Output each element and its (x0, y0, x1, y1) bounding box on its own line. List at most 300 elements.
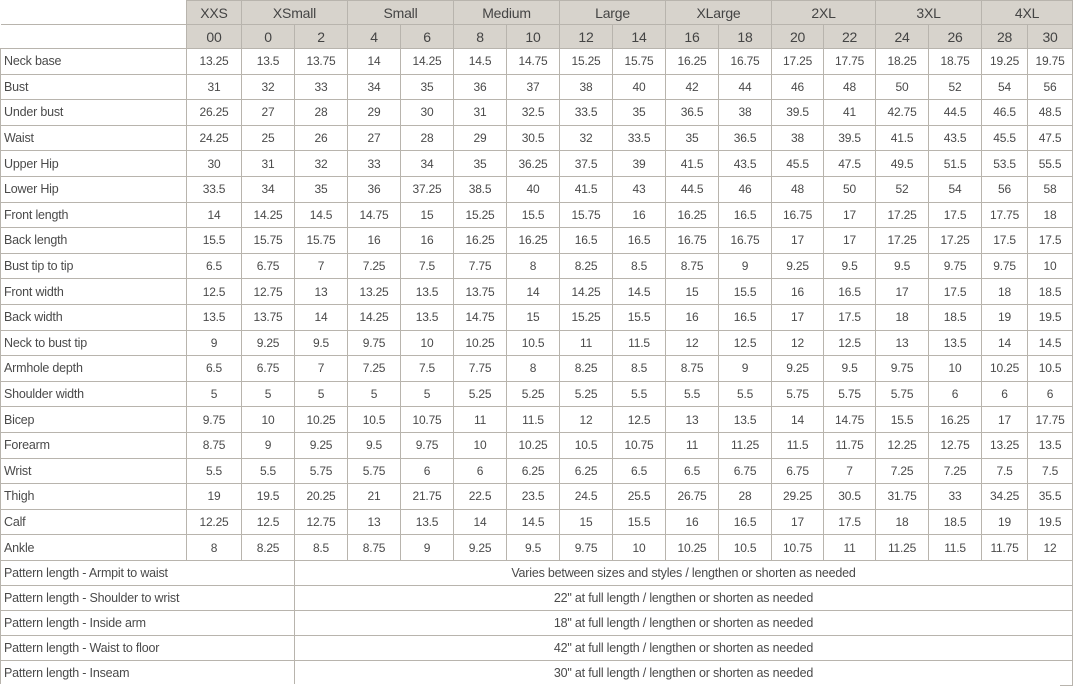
pattern-length-label: Pattern length - Inseam (1, 660, 295, 685)
measurement-value: 9.25 (242, 330, 295, 356)
measurement-value: 49.5 (876, 151, 929, 177)
measurement-value: 14 (507, 279, 560, 305)
measurement-value: 12.5 (242, 509, 295, 535)
measurement-value: 16.5 (719, 202, 772, 228)
pattern-length-note: 42" at full length / lengthen or shorten as needed (295, 635, 1073, 660)
measurement-value: 10.5 (507, 330, 560, 356)
measurement-value: 14 (772, 407, 824, 433)
measurement-value: 15 (560, 509, 613, 535)
measurement-value: 18.5 (929, 509, 982, 535)
measurement-value: 17 (982, 407, 1028, 433)
measurement-value: 40 (613, 74, 666, 100)
measurement-value: 27 (348, 125, 401, 151)
measurement-value: 5.75 (348, 458, 401, 484)
measurement-value: 42 (666, 74, 719, 100)
measurement-value: 17.25 (929, 228, 982, 254)
measurement-value: 18.75 (929, 49, 982, 75)
measurement-value: 19.5 (242, 484, 295, 510)
measurement-value: 14.25 (242, 202, 295, 228)
measurement-value: 15.5 (876, 407, 929, 433)
measurement-value: 11 (560, 330, 613, 356)
measurement-value: 11 (666, 432, 719, 458)
size-number-header: 24 (876, 25, 929, 49)
pattern-length-note: 30" at full length / lengthen or shorten as needed (295, 660, 1073, 685)
measurement-row (1, 330, 1073, 356)
measurement-value: 23.5 (507, 484, 560, 510)
measurement-value: 15.75 (295, 228, 348, 254)
measurement-value: 14.5 (507, 509, 560, 535)
measurement-value: 8.75 (187, 432, 242, 458)
measurement-value: 14.75 (824, 407, 876, 433)
measurement-value: 39.5 (772, 100, 824, 126)
measurement-value: 12.75 (295, 509, 348, 535)
measurement-value: 38 (772, 125, 824, 151)
measurement-label: Front width (1, 279, 187, 305)
measurement-value: 5 (242, 381, 295, 407)
measurement-value: 10 (613, 535, 666, 561)
measurement-value: 10 (929, 356, 982, 382)
measurement-value: 7.5 (982, 458, 1028, 484)
measurement-value: 14.75 (348, 202, 401, 228)
measurement-row (1, 151, 1073, 177)
measurement-value: 14 (187, 202, 242, 228)
measurement-value: 6 (929, 381, 982, 407)
measurement-value: 17.5 (824, 509, 876, 535)
pattern-length-row (1, 635, 1073, 660)
measurement-value: 26.75 (666, 484, 719, 510)
measurement-value: 27 (242, 100, 295, 126)
measurement-value: 9.5 (348, 432, 401, 458)
measurement-value: 9.75 (560, 535, 613, 561)
pattern-length-row (1, 610, 1073, 635)
measurement-value: 5.25 (454, 381, 507, 407)
pattern-length-label: Pattern length - Waist to floor (1, 635, 295, 660)
measurement-value: 32 (295, 151, 348, 177)
measurement-value: 12.5 (719, 330, 772, 356)
header-blank-cell (1, 25, 187, 49)
measurement-value: 17 (824, 228, 876, 254)
measurement-value: 39.5 (824, 125, 876, 151)
measurement-value: 9.25 (772, 356, 824, 382)
measurement-value: 6 (401, 458, 454, 484)
measurement-value: 9.75 (401, 432, 454, 458)
size-group-header: 3XL (876, 1, 982, 25)
measurement-row (1, 202, 1073, 228)
measurement-value: 35 (613, 100, 666, 126)
measurement-value: 12.25 (876, 432, 929, 458)
size-number-header-row (1, 25, 1073, 49)
measurement-row (1, 176, 1073, 202)
measurement-value: 13 (295, 279, 348, 305)
measurement-value: 12.5 (187, 279, 242, 305)
measurement-value: 50 (824, 176, 876, 202)
measurement-value: 5.25 (560, 381, 613, 407)
measurement-value: 8.5 (295, 535, 348, 561)
measurement-value: 10.5 (348, 407, 401, 433)
measurement-label: Upper Hip (1, 151, 187, 177)
measurement-value: 13.75 (295, 49, 348, 75)
measurement-value: 25.5 (613, 484, 666, 510)
measurement-value: 11 (824, 535, 876, 561)
measurement-label: Calf (1, 509, 187, 535)
measurement-value: 8.25 (560, 253, 613, 279)
measurement-value: 19 (187, 484, 242, 510)
measurement-value: 13 (876, 330, 929, 356)
measurement-value: 19 (982, 509, 1028, 535)
measurement-row (1, 49, 1073, 75)
measurement-label: Wrist (1, 458, 187, 484)
measurement-value: 17.25 (772, 49, 824, 75)
table-body (1, 1, 1073, 686)
measurement-value: 18.5 (1028, 279, 1073, 305)
measurement-value: 14 (295, 304, 348, 330)
measurement-value: 10.75 (401, 407, 454, 433)
measurement-value: 19.5 (1028, 304, 1073, 330)
measurement-value: 19.25 (982, 49, 1028, 75)
measurement-row (1, 407, 1073, 433)
measurement-value: 41.5 (876, 125, 929, 151)
size-number-header: 16 (666, 25, 719, 49)
measurement-value: 8 (507, 253, 560, 279)
measurement-value: 19 (982, 304, 1028, 330)
measurement-value: 11.5 (929, 535, 982, 561)
measurement-value: 5 (187, 381, 242, 407)
measurement-value: 16.75 (719, 49, 772, 75)
measurement-value: 43 (613, 176, 666, 202)
measurement-value: 16.75 (666, 228, 719, 254)
measurement-value: 44 (719, 74, 772, 100)
measurement-value: 16.25 (666, 49, 719, 75)
measurement-value: 13.75 (454, 279, 507, 305)
pattern-length-note: 18" at full length / lengthen or shorten as needed (295, 610, 1073, 635)
measurement-value: 18.25 (876, 49, 929, 75)
measurement-value: 10.75 (772, 535, 824, 561)
measurement-value: 9 (187, 330, 242, 356)
measurement-value: 9.5 (876, 253, 929, 279)
measurement-value: 9.75 (348, 330, 401, 356)
measurement-value: 8.75 (666, 356, 719, 382)
measurement-value: 15 (507, 304, 560, 330)
measurement-value: 7.75 (454, 253, 507, 279)
measurement-value: 13.5 (1028, 432, 1073, 458)
measurement-value: 16.5 (719, 509, 772, 535)
size-number-header: 12 (560, 25, 613, 49)
measurement-value: 16.25 (666, 202, 719, 228)
measurement-row (1, 253, 1073, 279)
measurement-value: 24.25 (187, 125, 242, 151)
measurement-value: 35 (295, 176, 348, 202)
measurement-value: 6 (1028, 381, 1073, 407)
measurement-value: 17 (772, 509, 824, 535)
measurement-value: 16.25 (929, 407, 982, 433)
measurement-label: Bust tip to tip (1, 253, 187, 279)
measurement-value: 7.25 (348, 253, 401, 279)
measurement-value: 17.75 (1028, 407, 1073, 433)
measurement-row (1, 100, 1073, 126)
size-number-header: 2 (295, 25, 348, 49)
size-number-header: 6 (401, 25, 454, 49)
measurement-value: 14.25 (560, 279, 613, 305)
measurement-value: 13.5 (401, 304, 454, 330)
measurement-value: 19.75 (1028, 49, 1073, 75)
measurement-value: 12.5 (824, 330, 876, 356)
measurement-value: 6.5 (187, 253, 242, 279)
measurement-row (1, 125, 1073, 151)
measurement-value: 9.5 (295, 330, 348, 356)
measurement-value: 11.75 (824, 432, 876, 458)
measurement-value: 6.5 (613, 458, 666, 484)
measurement-value: 9 (719, 356, 772, 382)
measurement-value: 40 (507, 176, 560, 202)
measurement-value: 5 (348, 381, 401, 407)
size-group-header: XSmall (242, 1, 348, 25)
measurement-value: 13.5 (929, 330, 982, 356)
measurement-value: 34 (348, 74, 401, 100)
measurement-label: Under bust (1, 100, 187, 126)
measurement-value: 20.25 (295, 484, 348, 510)
measurement-label: Neck to bust tip (1, 330, 187, 356)
size-number-header: 18 (719, 25, 772, 49)
measurement-value: 6.75 (242, 253, 295, 279)
measurement-value: 13.5 (719, 407, 772, 433)
measurement-value: 52 (929, 74, 982, 100)
measurement-value: 37.25 (401, 176, 454, 202)
size-group-header: Small (348, 1, 454, 25)
measurement-value: 47.5 (1028, 125, 1073, 151)
measurement-value: 26 (295, 125, 348, 151)
measurement-value: 15.5 (719, 279, 772, 305)
measurement-value: 31 (187, 74, 242, 100)
measurement-value: 28 (719, 484, 772, 510)
measurement-value: 7 (295, 356, 348, 382)
measurement-value: 36.5 (666, 100, 719, 126)
measurement-label: Neck base (1, 49, 187, 75)
measurement-value: 33.5 (613, 125, 666, 151)
measurement-value: 32 (242, 74, 295, 100)
size-group-header: 4XL (982, 1, 1073, 25)
measurement-value: 48 (772, 176, 824, 202)
measurement-value: 32.5 (507, 100, 560, 126)
measurement-row (1, 509, 1073, 535)
measurement-value: 30 (401, 100, 454, 126)
measurement-value: 7.5 (1028, 458, 1073, 484)
measurement-value: 11.25 (719, 432, 772, 458)
measurement-value: 7.25 (929, 458, 982, 484)
measurement-label: Back width (1, 304, 187, 330)
measurement-value: 15.75 (613, 49, 666, 75)
measurement-value: 17.5 (824, 304, 876, 330)
measurement-value: 17.5 (929, 279, 982, 305)
measurement-value: 7.75 (454, 356, 507, 382)
measurement-value: 12.75 (929, 432, 982, 458)
measurement-label: Armhole depth (1, 356, 187, 382)
measurement-value: 16.5 (613, 228, 666, 254)
measurement-value: 6.75 (242, 356, 295, 382)
measurement-value: 36.25 (507, 151, 560, 177)
measurement-value: 18 (1028, 202, 1073, 228)
measurement-value: 17.5 (929, 202, 982, 228)
measurement-value: 51.5 (929, 151, 982, 177)
pattern-length-row (1, 560, 1073, 585)
measurement-value: 56 (982, 176, 1028, 202)
measurement-value: 9.5 (824, 356, 876, 382)
measurement-value: 17.5 (1028, 228, 1073, 254)
size-number-header: 28 (982, 25, 1028, 49)
measurement-value: 9 (719, 253, 772, 279)
size-number-header: 0 (242, 25, 295, 49)
measurement-value: 13.5 (187, 304, 242, 330)
measurement-value: 16 (666, 304, 719, 330)
measurement-value: 11.5 (613, 330, 666, 356)
measurement-value: 13.75 (242, 304, 295, 330)
measurement-value: 6 (454, 458, 507, 484)
measurement-value: 31 (242, 151, 295, 177)
measurement-value: 28 (401, 125, 454, 151)
measurement-value: 7 (295, 253, 348, 279)
measurement-label: Forearm (1, 432, 187, 458)
measurement-value: 30.5 (824, 484, 876, 510)
measurement-value: 54 (982, 74, 1028, 100)
measurement-value: 8 (187, 535, 242, 561)
measurement-value: 10 (242, 407, 295, 433)
measurement-value: 6.75 (719, 458, 772, 484)
measurement-row (1, 74, 1073, 100)
measurement-value: 8.5 (613, 253, 666, 279)
measurement-value: 10.25 (666, 535, 719, 561)
measurement-value: 19.5 (1028, 509, 1073, 535)
measurement-value: 58 (1028, 176, 1073, 202)
measurement-value: 37 (507, 74, 560, 100)
measurement-value: 54 (929, 176, 982, 202)
measurement-value: 36 (348, 176, 401, 202)
measurement-label: Ankle (1, 535, 187, 561)
measurement-value: 9.75 (929, 253, 982, 279)
measurement-value: 12 (560, 407, 613, 433)
measurement-value: 16.75 (772, 202, 824, 228)
measurement-value: 39 (613, 151, 666, 177)
measurement-value: 10 (1028, 253, 1073, 279)
size-number-header: 22 (824, 25, 876, 49)
measurement-value: 9.5 (507, 535, 560, 561)
measurement-value: 11 (454, 407, 507, 433)
measurement-value: 35 (666, 125, 719, 151)
measurement-value: 5.75 (772, 381, 824, 407)
measurement-value: 13.5 (401, 279, 454, 305)
measurement-value: 8.25 (560, 356, 613, 382)
size-group-header-row (1, 1, 1073, 25)
measurement-value: 16.25 (454, 228, 507, 254)
measurement-value: 12.5 (613, 407, 666, 433)
measurement-value: 24.5 (560, 484, 613, 510)
measurement-value: 11.25 (876, 535, 929, 561)
measurement-row (1, 356, 1073, 382)
size-number-header: 10 (507, 25, 560, 49)
size-group-header: XXS (187, 1, 242, 25)
measurement-value: 6.25 (560, 458, 613, 484)
measurement-value: 28 (295, 100, 348, 126)
measurement-value: 14 (348, 49, 401, 75)
measurement-value: 30 (187, 151, 242, 177)
measurement-value: 52 (876, 176, 929, 202)
measurement-value: 36.5 (719, 125, 772, 151)
measurement-value: 33.5 (560, 100, 613, 126)
measurement-value: 29.25 (772, 484, 824, 510)
measurement-value: 42.75 (876, 100, 929, 126)
measurement-value: 13.5 (401, 509, 454, 535)
measurement-value: 45.5 (772, 151, 824, 177)
measurement-value: 48.5 (1028, 100, 1073, 126)
measurement-label: Bust (1, 74, 187, 100)
measurement-value: 41.5 (560, 176, 613, 202)
measurement-value: 5.25 (507, 381, 560, 407)
measurement-value: 5.75 (876, 381, 929, 407)
measurement-value: 35 (454, 151, 507, 177)
size-group-header: 2XL (772, 1, 876, 25)
measurement-row (1, 432, 1073, 458)
measurement-value: 17.25 (876, 202, 929, 228)
measurement-value: 9 (242, 432, 295, 458)
size-group-header: Medium (454, 1, 560, 25)
measurement-value: 12.25 (187, 509, 242, 535)
measurement-value: 13.25 (982, 432, 1028, 458)
size-number-header: 30 (1028, 25, 1073, 49)
measurement-row (1, 535, 1073, 561)
measurement-value: 30.5 (507, 125, 560, 151)
size-number-header: 20 (772, 25, 824, 49)
measurement-value: 5.5 (242, 458, 295, 484)
size-group-header: XLarge (666, 1, 772, 25)
measurement-value: 34 (242, 176, 295, 202)
measurement-value: 37.5 (560, 151, 613, 177)
header-blank-cell (1, 1, 187, 25)
measurement-value: 10.25 (982, 356, 1028, 382)
measurement-value: 11.5 (772, 432, 824, 458)
measurement-value: 17.75 (824, 49, 876, 75)
measurement-value: 15.5 (507, 202, 560, 228)
measurement-value: 46 (719, 176, 772, 202)
size-number-header: 26 (929, 25, 982, 49)
measurement-value: 43.5 (719, 151, 772, 177)
measurement-value: 6.5 (187, 356, 242, 382)
measurement-value: 16 (613, 202, 666, 228)
measurement-value: 26.25 (187, 100, 242, 126)
measurement-value: 5 (295, 381, 348, 407)
measurement-value: 21 (348, 484, 401, 510)
measurement-value: 22.5 (454, 484, 507, 510)
measurement-value: 8.75 (348, 535, 401, 561)
measurement-value: 29 (454, 125, 507, 151)
measurement-row (1, 381, 1073, 407)
measurement-label: Lower Hip (1, 176, 187, 202)
measurement-value: 21.75 (401, 484, 454, 510)
measurement-value: 14.5 (454, 49, 507, 75)
measurement-label: Thigh (1, 484, 187, 510)
measurement-value: 17 (876, 279, 929, 305)
pattern-length-row (1, 660, 1073, 685)
measurement-value: 5.75 (295, 458, 348, 484)
size-number-header: 4 (348, 25, 401, 49)
measurement-value: 35.5 (1028, 484, 1073, 510)
measurement-value: 16 (401, 228, 454, 254)
measurement-value: 16 (772, 279, 824, 305)
measurement-value: 14.5 (613, 279, 666, 305)
measurement-row (1, 304, 1073, 330)
measurement-value: 16.25 (507, 228, 560, 254)
measurement-value: 10.5 (1028, 356, 1073, 382)
measurement-value: 17.5 (982, 228, 1028, 254)
measurement-value: 5.5 (666, 381, 719, 407)
measurement-value: 16.5 (560, 228, 613, 254)
